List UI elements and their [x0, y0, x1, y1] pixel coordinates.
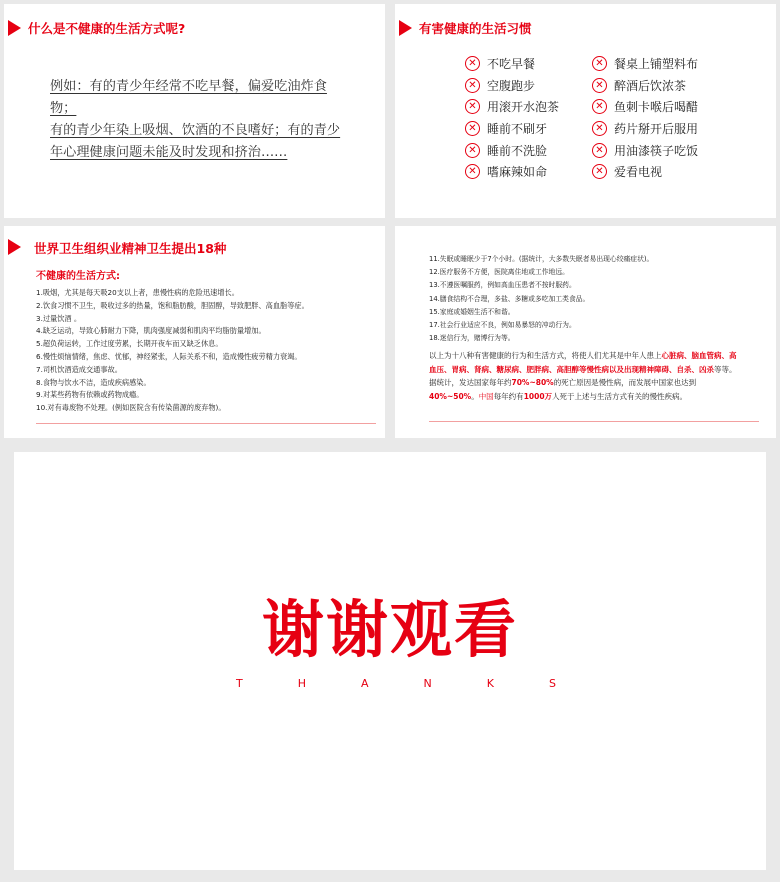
triangle-marker-icon: [399, 20, 412, 36]
cross-circle-icon: ✕: [592, 99, 607, 114]
list-item: 18.迷信行为，赌博行为等。: [429, 334, 515, 343]
slide-title: 世界卫生组织业精神卫生提出18种: [34, 241, 227, 256]
cross-circle-icon: ✕: [592, 164, 607, 179]
example-line-3: 年心理健康问题未能及时发现和挤治……: [50, 145, 288, 160]
example-line-1: 例如：有的青少年经常不吃早餐，偏爱吃油炸食物；: [50, 79, 327, 116]
cross-circle-icon: ✕: [592, 56, 607, 71]
cross-circle-icon: ✕: [592, 121, 607, 136]
list-item: 13.不遵医嘱服药，例如高血压患者不按时服药。: [429, 281, 576, 290]
letter: T: [236, 677, 243, 690]
triangle-marker-icon: [8, 20, 21, 36]
cross-circle-icon: ✕: [465, 78, 480, 93]
habit-item: ✕ 睡前不洗脸: [465, 142, 559, 164]
habit-item: ✕ 爱看电视: [592, 163, 698, 185]
list-item: 11.失眠或睡眠少于7个小时。(据统计，大多数失眠者易出现心绞痛症状)。: [429, 255, 654, 263]
cross-circle-icon: ✕: [465, 143, 480, 158]
habit-item: ✕ 嗜麻辣如命: [465, 163, 559, 185]
habit-item: ✕ 空腹跑步: [465, 77, 559, 99]
list-item: 7.司机饮酒造成交通事故。: [36, 364, 122, 374]
list-item: 8.食物与饮水不洁，造成疾病感染。: [36, 377, 151, 387]
letter: N: [423, 677, 432, 690]
letter: A: [361, 677, 369, 690]
slide-2: [395, 4, 776, 218]
cross-circle-icon: ✕: [465, 121, 480, 136]
list-item: 17.社会行业适应不良，例如易暴怒的冲动行为。: [429, 321, 576, 330]
list-item: 4.缺乏运动，导致心肺耐力下降，肌肉强度减弱和肌肉平均脂肪量增加。: [36, 326, 266, 336]
disease-list: 心脏病、脑血管病、高血压、胃病、肾病、糖尿病、肥胖病、高胆醇等慢性病以及出现精神障碍、自杀、凶杀: [429, 351, 737, 374]
habit-list-left: [465, 55, 559, 185]
unhealthy-list: [36, 287, 376, 415]
list-item: 15.家庭或婚姻生活不和谐。: [429, 307, 515, 316]
list-item: 6.慢性烦恼情绪，焦虑、忧郁，神经紧张，人际关系不和，造成慢性疲劳精力衰竭。: [36, 351, 302, 361]
slide-5: [14, 452, 766, 870]
list-item: 12.医疗服务不方便，医院离住地或工作地远。: [429, 268, 569, 277]
summary-paragraph: 以上为十八种有害健康的行为和生活方式，将使人们尤其是中年人患上心脏病、脑血管病、高血压、胃病、肾病、糖尿病、肥胖病、高胆醇等慢性病以及出现精神障碍、自杀、凶杀等等。据统计，发达国家每年约70%~80%的死亡原因是慢性病，而发展中国家也达到40%~50%。中国每年约有1000万人死于上述与生活方式有关的慢性疾病。: [429, 351, 737, 401]
habit-item: ✕ 睡前不刷牙: [465, 120, 559, 142]
cross-circle-icon: ✕: [592, 78, 607, 93]
habit-item: ✕ 餐桌上铺塑料布: [592, 55, 698, 77]
letter: S: [549, 677, 556, 690]
slide-3: [4, 226, 385, 438]
example-line-2: 有的青少年染上吸烟、饮酒的不良嗜好；有的青少: [50, 123, 341, 138]
list-item: 3.过量饮酒 。: [36, 313, 82, 323]
list-item: 2.饮食习惯不卫生，吸收过多的热量，饱和脂肪酸，胆固醇，导致肥胖、高血脂等症。: [36, 300, 309, 310]
cross-circle-icon: ✕: [465, 99, 480, 114]
slide-4: [395, 226, 776, 438]
letter: K: [486, 677, 494, 690]
habit-list-right: [592, 55, 698, 185]
divider-line: [36, 423, 376, 424]
habit-item: ✕ 不吃早餐: [465, 55, 559, 77]
slide-1: [4, 4, 385, 218]
slide-title: 有害健康的生活习惯: [419, 21, 532, 36]
list-item: 10.对有毒废物不处理。(例如医院含有传染菌源的废弃物)。: [36, 403, 226, 413]
list-item: 1.吸烟，尤其是每天吸20支以上者，患慢性病的危险迅速增长。: [36, 288, 239, 297]
list-item: 14.膳食结构不合理，多盐、多糖或多吃加工类食品。: [429, 294, 590, 303]
habit-item: ✕ 药片掰开后服用: [592, 120, 698, 142]
slide-subtitle: 不健康的生活方式:: [36, 271, 120, 282]
habit-item: ✕ 鱼刺卡喉后喝醋: [592, 98, 698, 120]
cross-circle-icon: ✕: [465, 56, 480, 71]
thanks-title: 谢谢观看: [261, 593, 518, 666]
list-item: 9.对某些药物有依赖或药物成瘾。: [36, 390, 144, 400]
thanks-letters: [236, 677, 556, 690]
cross-circle-icon: ✕: [592, 143, 607, 158]
unhealthy-list-continued: [429, 253, 759, 345]
habit-item: ✕ 醉酒后饮浓茶: [592, 77, 698, 99]
habit-item: ✕ 用滚开水泡茶: [465, 98, 559, 120]
divider-line: [429, 421, 759, 422]
slide-title: 什么是不健康的生活方式呢?: [28, 21, 186, 36]
letter: H: [297, 677, 307, 690]
example-text: [50, 76, 350, 164]
list-item: 5.超负荷运转，工作过度劳累，长期开夜车而又缺乏休息。: [36, 339, 223, 349]
habit-item: ✕ 用油漆筷子吃饭: [592, 142, 698, 164]
triangle-marker-icon: [8, 239, 21, 255]
cross-circle-icon: ✕: [465, 164, 480, 179]
